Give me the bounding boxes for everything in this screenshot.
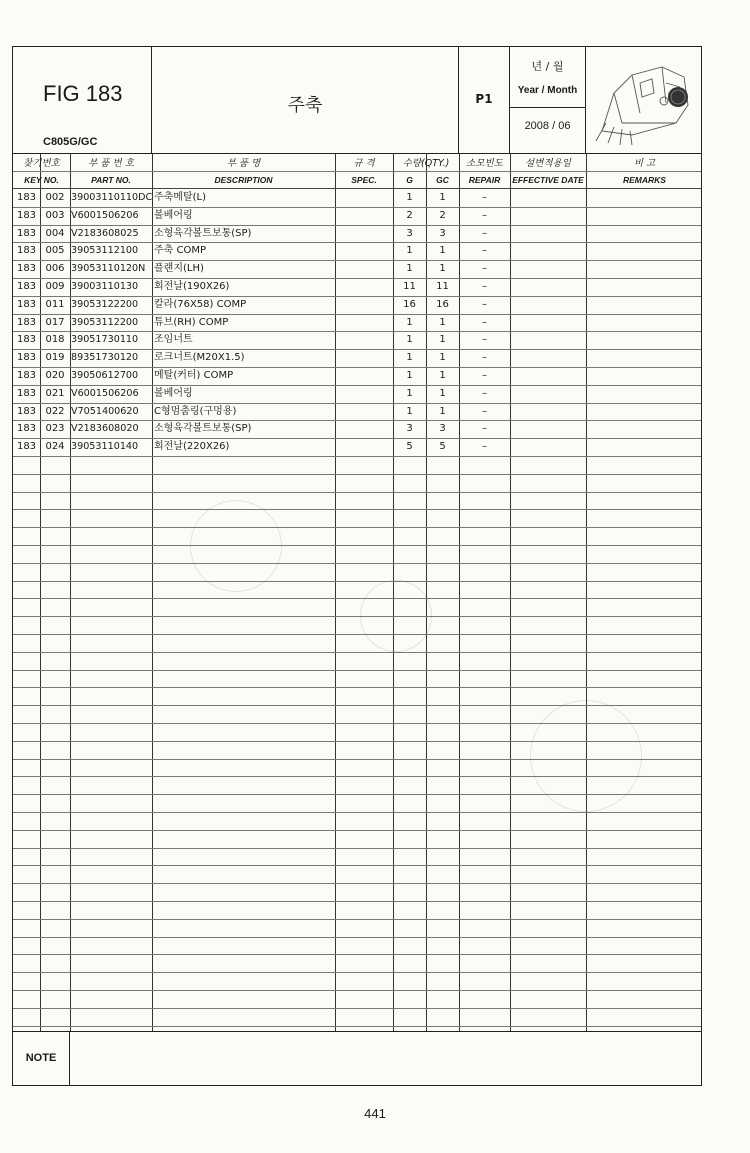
row-line — [13, 901, 701, 902]
part-number: V6001506206 — [71, 209, 139, 221]
part-description: 플랜지(LH) — [154, 263, 204, 275]
part-description: 튜브(RH) COMP — [154, 316, 229, 328]
key-number: 018 — [45, 334, 65, 346]
qty-header-g: G — [406, 175, 413, 185]
fig-number: 183 — [16, 387, 37, 399]
model-name: C805G/GC — [43, 136, 98, 148]
illustration-cell — [586, 47, 703, 153]
key-header-ko: 찾기번호 — [23, 158, 60, 169]
qty-gc: 1 — [439, 316, 446, 328]
qty-g: 3 — [406, 227, 413, 239]
part-number: 39003110130 — [71, 281, 139, 292]
row-line — [13, 954, 701, 955]
qty-g: 1 — [406, 405, 413, 417]
row-line — [13, 1026, 701, 1027]
part-description: 메탈(커터) COMP — [154, 370, 234, 381]
fig-title: FIG 183 — [43, 81, 123, 106]
part-number: 39003110110DC — [71, 192, 153, 203]
fig-number: 183 — [16, 227, 37, 239]
key-number: 006 — [45, 263, 65, 275]
part-description: 볼베어링 — [154, 209, 193, 221]
part-description: 회전날(190X26) — [154, 281, 230, 292]
key-number: 023 — [45, 423, 65, 435]
fig-number: 183 — [16, 423, 37, 435]
key-number: 005 — [45, 245, 65, 257]
part-description: 소형육각볼트보통(SP) — [154, 423, 252, 435]
part-number: 39050612700 — [71, 370, 139, 381]
row-line — [13, 474, 701, 475]
qty-g: 3 — [406, 423, 413, 435]
key-number: 017 — [45, 316, 65, 328]
fig-number: 183 — [16, 263, 37, 275]
year-month-en: Year / Month — [517, 85, 578, 96]
qty-g: 5 — [406, 441, 413, 453]
qty-divider — [393, 171, 459, 172]
key-number: 020 — [45, 370, 65, 381]
qty-header-gc: GC — [436, 175, 449, 185]
fig-number: 183 — [16, 298, 37, 310]
row-line — [13, 527, 701, 528]
fig-number: 183 — [16, 405, 37, 417]
fig-number: 183 — [16, 192, 37, 203]
spec-header-ko: 규 격 — [353, 158, 375, 169]
part-group-title: 주축 — [287, 95, 323, 116]
row-line — [13, 848, 701, 849]
qty-g: 11 — [403, 281, 416, 292]
fig-number: 183 — [16, 370, 37, 381]
qty-gc: 2 — [439, 209, 446, 221]
eff-header-ko: 설변적용일 — [525, 158, 571, 169]
part-number: V2183608020 — [71, 423, 139, 435]
repair-frequency: – — [482, 441, 487, 453]
year-month-value: 2008 / 06 — [524, 120, 571, 132]
key-number: 009 — [45, 281, 65, 292]
repair-frequency: – — [482, 298, 487, 310]
qty-gc: 1 — [439, 387, 446, 399]
repair-frequency: – — [482, 281, 487, 292]
row-line — [13, 492, 701, 493]
row-line — [13, 972, 701, 973]
row-line — [13, 687, 701, 688]
desc-header-ko: 부 품 명 — [226, 158, 261, 169]
row-line — [13, 1008, 701, 1009]
repair-frequency: – — [482, 334, 487, 346]
part-number: 39053110120N — [71, 263, 146, 275]
part-number: 39053122200 — [71, 298, 139, 310]
key-number: 022 — [45, 405, 65, 417]
date-cell — [510, 47, 586, 153]
note-area — [13, 1031, 701, 1086]
col-line — [586, 153, 587, 1031]
part-description: 볼베어링 — [154, 387, 193, 399]
fig-cell — [13, 47, 152, 153]
row-line — [13, 723, 701, 724]
row-line — [13, 581, 701, 582]
qty-gc: 5 — [439, 441, 446, 453]
qty-gc: 3 — [439, 423, 446, 435]
row-line — [13, 759, 701, 760]
part-number: 39051730110 — [71, 334, 139, 346]
title-cell — [152, 47, 459, 153]
col-line — [335, 153, 336, 1031]
part-number: 39053112100 — [71, 245, 139, 257]
fig-number: 183 — [16, 245, 37, 257]
col-line — [510, 153, 511, 1031]
row-line — [13, 883, 701, 884]
qty-gc: 3 — [439, 227, 446, 239]
year-month-ko: 년 / 월 — [531, 60, 564, 73]
key-number: 004 — [45, 227, 65, 239]
fig-number: 183 — [16, 316, 37, 328]
row-line — [13, 598, 701, 599]
qty-g: 1 — [406, 245, 413, 257]
row-line — [13, 937, 701, 938]
row-line — [13, 812, 701, 813]
repair-frequency: – — [482, 263, 487, 275]
part-number: V6001506206 — [71, 387, 139, 399]
divider — [510, 107, 585, 108]
qty-gc: 1 — [439, 192, 446, 203]
fig-number: 183 — [16, 441, 37, 453]
row-line — [13, 830, 701, 831]
part-description: C형멈춤링(구멍용) — [154, 405, 237, 417]
qty-g: 1 — [406, 263, 413, 275]
qty-g: 1 — [406, 192, 413, 203]
repair-frequency: – — [482, 405, 487, 417]
part-number: 89351730120 — [71, 352, 139, 364]
qty-g: 1 — [406, 387, 413, 399]
qty-g: 1 — [406, 370, 413, 381]
part-description: 로크너트(M20X1.5) — [154, 352, 245, 364]
note-label: NOTE — [13, 1032, 70, 1086]
key-number: 019 — [45, 352, 65, 364]
eff-header-en: EFFECTIVE DATE — [512, 175, 584, 185]
repair-frequency: – — [482, 209, 487, 221]
qty-gc: 11 — [436, 281, 449, 292]
qty-gc: 1 — [439, 405, 446, 417]
part-description: 칼라(76X58) COMP — [154, 298, 247, 310]
key-number: 011 — [45, 298, 65, 310]
row-line — [13, 705, 701, 706]
qty-gc: 1 — [439, 263, 446, 275]
desc-header-en: DESCRIPTION — [214, 175, 273, 185]
row-line — [13, 794, 701, 795]
qty-g: 2 — [406, 209, 413, 221]
row-line — [13, 634, 701, 635]
row-line — [13, 919, 701, 920]
repair-frequency: – — [482, 370, 487, 381]
part-header-ko: 부 품 번 호 — [88, 158, 134, 169]
key-number: 002 — [45, 192, 65, 203]
part-header-en: PART NO. — [91, 175, 131, 185]
part-number: 39053112200 — [71, 316, 139, 328]
header — [13, 47, 701, 154]
repair-header-ko: 소모빈도 — [466, 158, 503, 169]
repair-header-en: REPAIR — [468, 175, 501, 185]
fig-number: 183 — [16, 334, 37, 346]
part-description: 회전날(220X26) — [154, 441, 230, 453]
page-cell — [459, 47, 510, 153]
qty-gc: 1 — [439, 370, 446, 381]
repair-frequency: – — [482, 192, 487, 203]
qty-g: 1 — [406, 334, 413, 346]
row-line — [13, 545, 701, 546]
row-line — [13, 652, 701, 653]
fig-number: 183 — [16, 209, 37, 221]
remarks-header-ko: 비 고 — [633, 158, 656, 169]
repair-frequency: – — [482, 316, 487, 328]
part-number: 39053110140 — [71, 441, 139, 453]
parts-list-sheet — [12, 46, 702, 1086]
spec-header-en: SPEC. — [351, 175, 377, 185]
row-line — [13, 509, 701, 510]
fig-number: 183 — [16, 281, 37, 292]
qty-gc: 1 — [439, 245, 446, 257]
key-number: 003 — [45, 209, 65, 221]
qty-gc: 16 — [436, 298, 449, 310]
header-divider — [13, 171, 701, 172]
part-description: 조임너트 — [154, 334, 193, 346]
repair-frequency: – — [482, 387, 487, 399]
repair-frequency: – — [482, 245, 487, 257]
part-number: V2183608025 — [71, 227, 139, 239]
row-line — [13, 563, 701, 564]
qty-g: 1 — [406, 352, 413, 364]
part-description: 주축 COMP — [154, 245, 207, 257]
remarks-header-en: REMARKS — [623, 175, 666, 185]
key-number: 021 — [45, 387, 65, 399]
qty-header-ko: 수량(QTY.) — [402, 158, 450, 169]
repair-frequency: – — [482, 352, 487, 364]
sheet-page: P1 — [475, 92, 493, 106]
row-line — [13, 741, 701, 742]
part-description: 소형육각볼트보통(SP) — [154, 227, 252, 239]
part-description: 주축메탈(L) — [154, 192, 207, 203]
row-line — [13, 670, 701, 671]
page-number: 441 — [364, 1106, 386, 1121]
fig-number: 183 — [16, 352, 37, 364]
qty-g: 1 — [406, 316, 413, 328]
qty-g: 16 — [403, 298, 416, 310]
repair-frequency: – — [482, 423, 487, 435]
qty-gc: 1 — [439, 352, 446, 364]
repair-frequency: – — [482, 227, 487, 239]
part-number: V7051400620 — [71, 405, 139, 417]
combine-harvester-icon — [592, 53, 696, 147]
row-line — [13, 990, 701, 991]
row-line — [13, 865, 701, 866]
row-line — [13, 616, 701, 617]
key-header-en: KEY NO. — [24, 175, 59, 185]
key-number: 024 — [45, 441, 65, 453]
row-line — [13, 776, 701, 777]
qty-gc: 1 — [439, 334, 446, 346]
